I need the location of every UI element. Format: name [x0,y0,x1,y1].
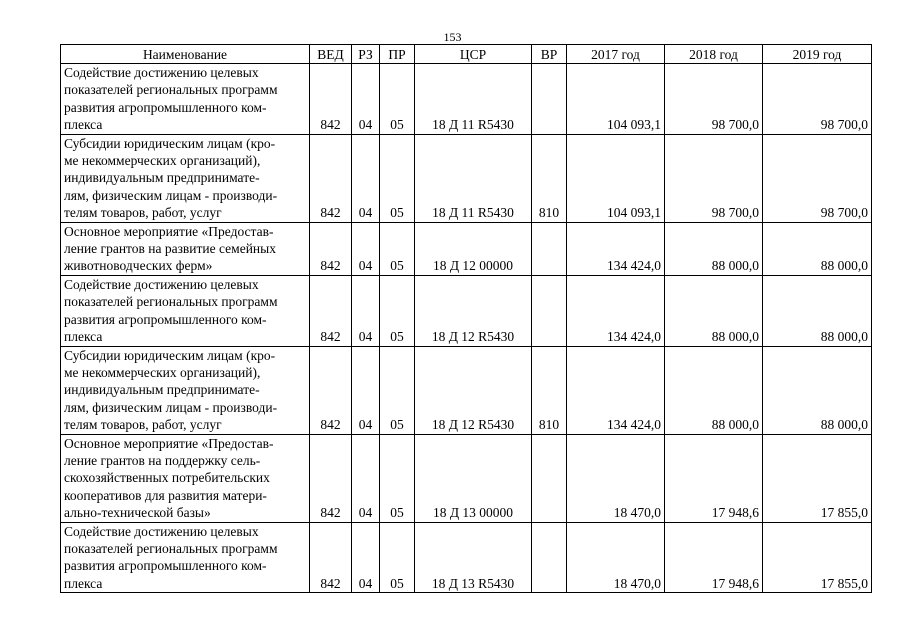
cell-2017: 18 470,0 [567,434,665,522]
cell-pr: 05 [380,346,415,434]
cell-2017: 134 424,0 [567,275,665,346]
cell-ved: 842 [310,434,352,522]
name-line: плекса [64,329,103,345]
cell-2019: 88 000,0 [763,275,872,346]
table-row [61,522,872,593]
cell-name [61,522,310,593]
cell-name [61,346,310,434]
name-line: показателей региональных программ [64,82,278,98]
name-line: Содействие достижению целевых [64,523,259,539]
table-row [61,346,872,434]
name-line: развития агропромышленного ком- [64,311,267,327]
cell-ved: 842 [310,522,352,593]
name-line: развития агропромышленного ком- [64,558,267,574]
cell-2019: 98 700,0 [763,64,872,135]
cell-2018: 17 948,6 [665,522,763,593]
name-line: телям товаров, работ, услуг [64,205,222,221]
cell-csr: 18 Д 12 R5430 [415,346,532,434]
table-row [61,222,872,275]
cell-2017: 134 424,0 [567,346,665,434]
cell-vr [532,64,567,135]
cell-name [61,64,310,135]
cell-2017: 18 470,0 [567,522,665,593]
cell-ved: 842 [310,222,352,275]
name-line: развития агропромышленного ком- [64,99,267,115]
cell-pr: 05 [380,522,415,593]
cell-name [61,434,310,522]
cell-pr: 05 [380,222,415,275]
cell-rz: 04 [352,64,380,135]
name-line: ление грантов на поддержку сель- [64,452,261,468]
page-number: 153 [443,30,462,44]
header-2017: 2017 год [567,45,665,64]
cell-2018: 17 948,6 [665,434,763,522]
name-line: скохозяйственных потребительских [64,470,270,486]
cell-2019: 17 855,0 [763,522,872,593]
cell-ved: 842 [310,134,352,222]
cell-2019: 88 000,0 [763,346,872,434]
cell-rz: 04 [352,222,380,275]
name-line: лям, физическим лицам - производи- [64,187,278,203]
cell-2018: 88 000,0 [665,222,763,275]
cell-name [61,275,310,346]
cell-vr [532,434,567,522]
cell-ved: 842 [310,64,352,135]
name-line: ление грантов на развитие семейных [64,241,276,257]
cell-2017: 134 424,0 [567,222,665,275]
cell-pr: 05 [380,64,415,135]
name-line: животноводческих ферм» [64,258,213,274]
cell-ved: 842 [310,346,352,434]
table-body [61,64,872,593]
name-line: плекса [64,117,103,133]
cell-csr: 18 Д 12 00000 [415,222,532,275]
cell-csr: 18 Д 11 R5430 [415,134,532,222]
name-line: Субсидии юридическим лицам (кро- [64,347,276,363]
table-header-row [61,45,872,64]
budget-table [60,44,872,593]
name-line: плекса [64,575,103,591]
cell-2019: 98 700,0 [763,134,872,222]
name-line: Основное мероприятие «Предостав- [64,435,274,451]
table-row [61,434,872,522]
table-row [61,64,872,135]
header-ved: ВЕД [310,45,352,64]
header-csr: ЦСР [415,45,532,64]
name-line: Содействие достижению целевых [64,65,259,80]
cell-vr [532,275,567,346]
cell-csr: 18 Д 11 R5430 [415,64,532,135]
header-name: Наименование [61,45,310,64]
name-line: показателей региональных программ [64,540,278,556]
name-line: телям товаров, работ, услуг [64,417,222,433]
name-line: индивидуальным предпринимате- [64,170,260,186]
cell-2017: 104 093,1 [567,64,665,135]
cell-2019: 88 000,0 [763,222,872,275]
cell-rz: 04 [352,522,380,593]
name-line: ме некоммерческих организаций), [64,153,261,169]
header-2018: 2018 год [665,45,763,64]
cell-rz: 04 [352,346,380,434]
cell-2019: 17 855,0 [763,434,872,522]
table-row [61,134,872,222]
cell-2018: 98 700,0 [665,134,763,222]
cell-rz: 04 [352,434,380,522]
name-line: показателей региональных программ [64,294,278,310]
header-pr: ПР [380,45,415,64]
cell-name [61,134,310,222]
name-line: Основное мероприятие «Предостав- [64,223,274,239]
cell-ved: 842 [310,275,352,346]
cell-2018: 88 000,0 [665,275,763,346]
cell-vr: 810 [532,134,567,222]
header-2019: 2019 год [763,45,872,64]
cell-pr: 05 [380,434,415,522]
cell-vr: 810 [532,346,567,434]
cell-vr [532,222,567,275]
header-rz: РЗ [352,45,380,64]
cell-name [61,222,310,275]
cell-csr: 18 Д 13 00000 [415,434,532,522]
name-line: кооперативов для развития матери- [64,487,267,503]
cell-2018: 98 700,0 [665,64,763,135]
cell-vr [532,522,567,593]
name-line: индивидуальным предпринимате- [64,382,260,398]
table-row [61,275,872,346]
cell-pr: 05 [380,275,415,346]
cell-2018: 88 000,0 [665,346,763,434]
name-line: лям, физическим лицам - производи- [64,399,278,415]
header-vr: ВР [532,45,567,64]
cell-rz: 04 [352,275,380,346]
name-line: ме некоммерческих организаций), [64,364,261,380]
cell-rz: 04 [352,134,380,222]
name-line: ально-технической базы» [64,505,211,521]
cell-csr: 18 Д 13 R5430 [415,522,532,593]
name-line: Субсидии юридическим лицам (кро- [64,135,276,151]
cell-2017: 104 093,1 [567,134,665,222]
name-line: Содействие достижению целевых [64,276,259,292]
cell-csr: 18 Д 12 R5430 [415,275,532,346]
cell-pr: 05 [380,134,415,222]
